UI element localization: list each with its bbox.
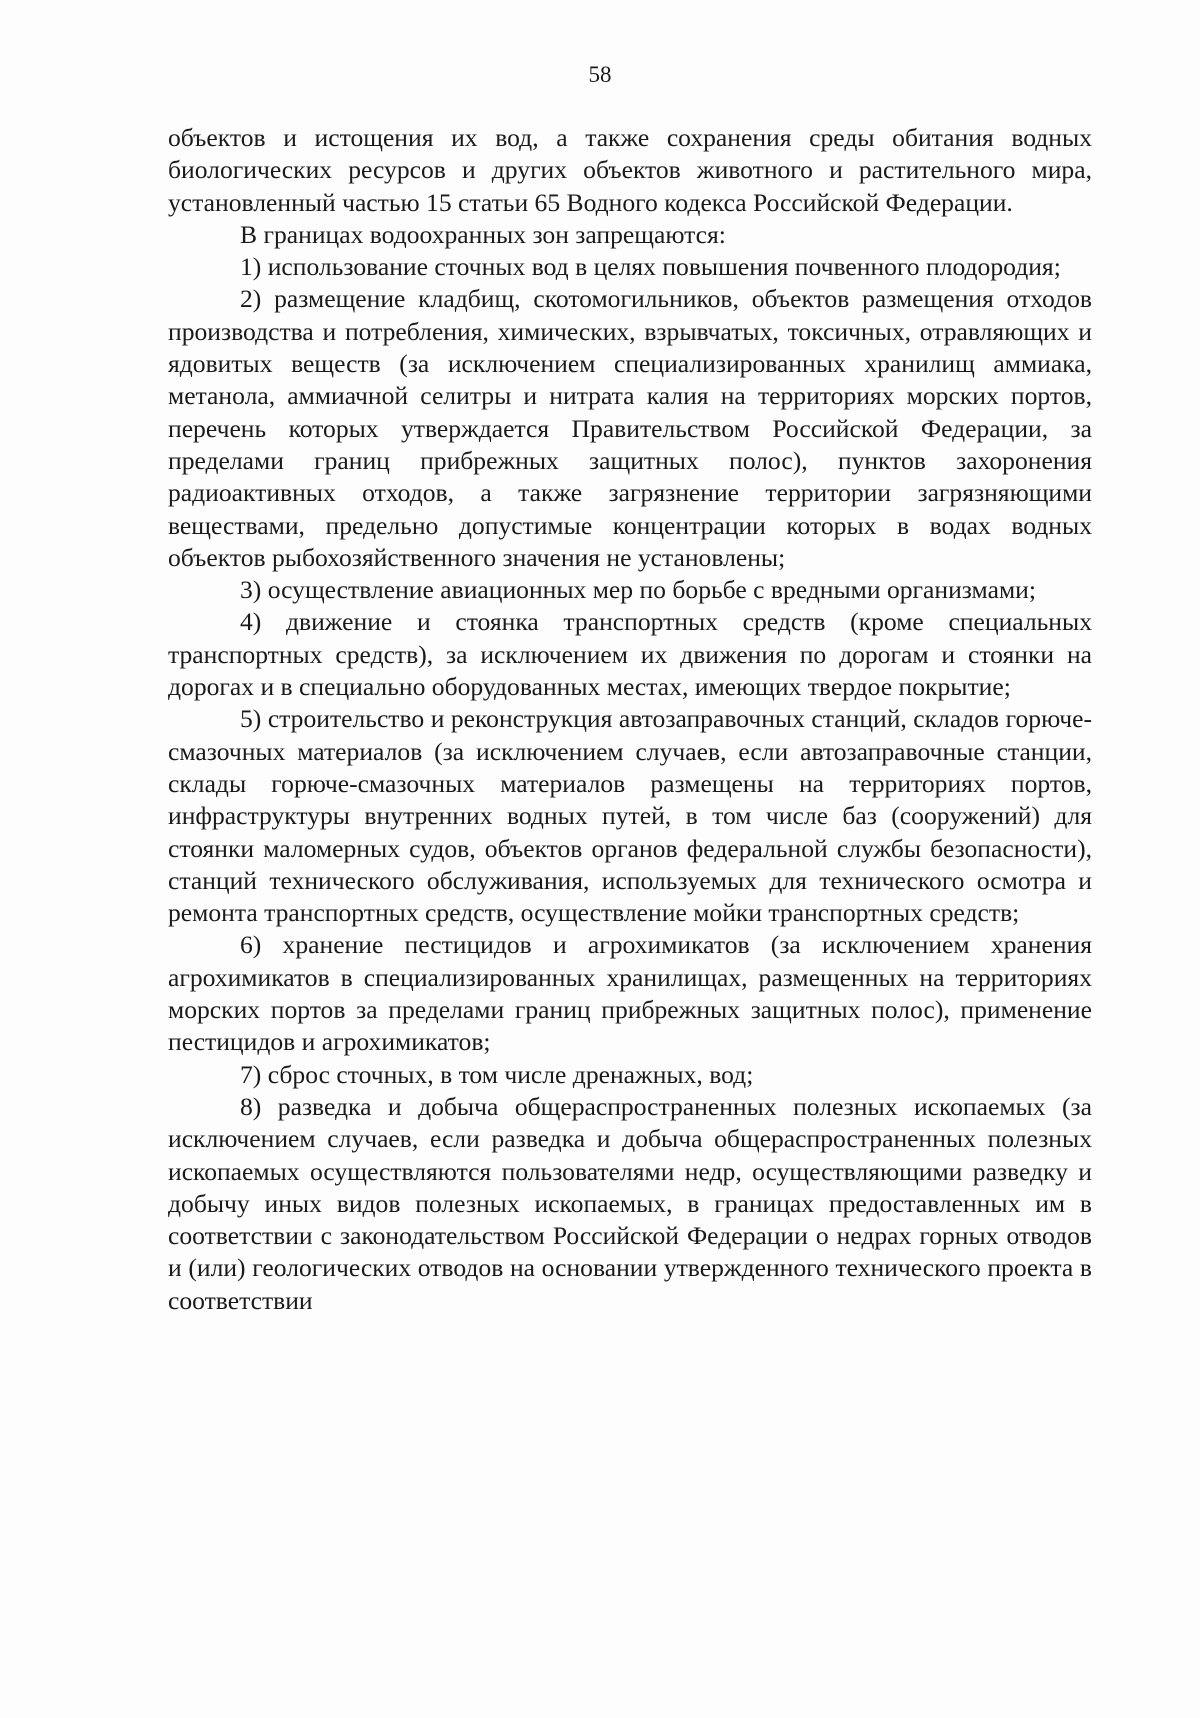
list-item-8: 8) разведка и добыча общераспространенных полезных ископаемых (за исключением случаев, если разведка и добыча общераспространенных полезных ископаемых осуществляются пользователями недр, осуществляющими разведку и добычу иных видов полезных ископаемых, в границах предоставленных им в соответствии с законодательством Российской Федерации о недрах горных отводов и (или) геологических отводов на основании утвержденного технического проекта в соответствии: [168, 1091, 1092, 1315]
list-item-7: 7) сброс сточных, в том числе дренажных, вод;: [240, 1059, 754, 1089]
paragraph-continuation: объектов и истощения их вод, а также сохранения среды обитания водных биологических ресурсов и других объектов животного и растительного мира, установленный частью 15 статьи 65 Водного кодекса Российской Федерации.: [168, 123, 1092, 217]
list-item-5: 5) строительство и реконструкция автозаправочных станций, складов горюче-смазочных материалов (за исключением случаев, если автозаправочные станции, склады горюче-смазочных материалов размещены на территориях портов, инфраструктуры внутренних водных путей, в том числе баз (сооружений) для стоянки маломерных судов, объектов органов федеральной службы безопасности), станций технического обслуживания, используемых для технического осмотра и ремонта транспортных средств, осуществление мойки транспортных средств;: [168, 704, 1092, 928]
page-number: 58: [588, 62, 612, 87]
list-item-4: 4) движение и стоянка транспортных средств (кроме специальных транспортных средств), за исключением их движения по дорогам и стоянки на дорогах и в специально оборудованных местах, имеющих твердое покрытие;: [168, 607, 1092, 702]
document-body: [168, 122, 1092, 1317]
list-item-6: 6) хранение пестицидов и агрохимикатов (за исключением хранения агрохимикатов в специализированных хранилищах, размещенных на территориях морских портов за пределами границ прибрежных защитных полос), применение пестицидов и агрохимикатов;: [168, 930, 1092, 1057]
list-item-3: 3) осуществление авиационных мер по борьбе с вредными организмами;: [240, 575, 1036, 605]
list-item-1: 1) использование сточных вод в целях повышения почвенного плодородия;: [240, 252, 1061, 282]
paragraph-intro: В границах водоохранных зон запрещаются:: [240, 219, 726, 249]
list-item-2: 2) размещение кладбищ, скотомогильников, объектов размещения отходов производства и потребления, химических, взрывчатых, токсичных, отравляющих и ядовитых веществ (за исключением специализированных хранилищ аммиака, метанола, аммиачной селитры и нитрата калия на территориях морских портов, перечень которых утверждается Правительством Российской Федерации, за пределами границ прибрежных защитных полос), пунктов захоронения радиоактивных отходов, а также загрязнение территории загрязняющими веществами, предельно допустимые концентрации которых в водах водных объектов рыбохозяйственного значения не установлены;: [168, 284, 1092, 572]
